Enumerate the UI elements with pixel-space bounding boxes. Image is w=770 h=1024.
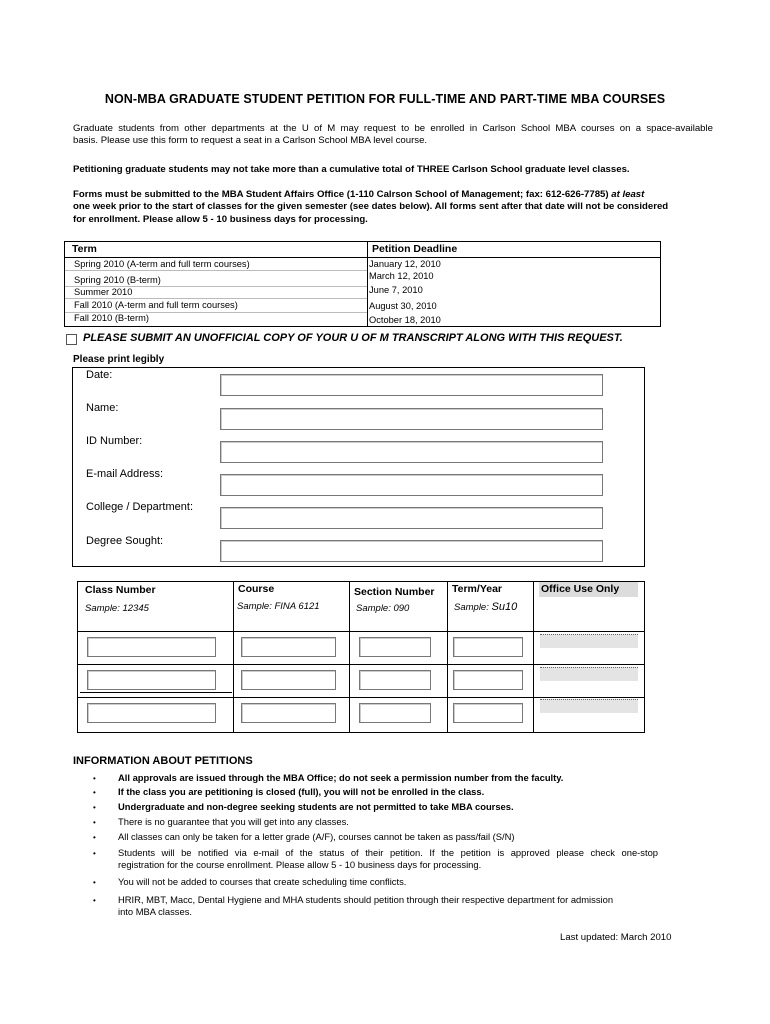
submission-line-3: for enrollment. Please allow 5 - 10 business days for processing. bbox=[73, 213, 368, 225]
intro-paragraph bbox=[73, 123, 713, 148]
term-year-sample-prefix: Sample: bbox=[454, 602, 492, 613]
intro-line-1: Graduate students from other departments at the U of M may request to be enrolled in Carlson School MBA courses on a space-available bbox=[73, 123, 713, 134]
term-row: Fall 2010 (B-term) bbox=[74, 313, 149, 323]
submission-line-2: one week prior to the start of classes for the given semester (see dates below). All forms sent after that date will not be considered bbox=[73, 201, 669, 213]
college-label: College / Department: bbox=[86, 501, 193, 513]
deadline-row: June 7, 2010 bbox=[369, 285, 423, 295]
term-year-sample bbox=[454, 601, 517, 613]
section-number-field[interactable] bbox=[359, 637, 431, 657]
id-number-field[interactable] bbox=[220, 441, 603, 463]
id-label: ID Number: bbox=[86, 435, 143, 447]
intro-line-2: basis. Please use this form to request a seat in a Carlson School MBA level course. bbox=[73, 135, 428, 147]
section-number-header: Section Number bbox=[354, 586, 435, 598]
course-field[interactable] bbox=[241, 637, 336, 657]
office-use-cell bbox=[540, 699, 638, 713]
info-item: All classes can only be taken for a letter grade (A/F), courses cannot be taken as pass/fail (S/N) bbox=[118, 831, 515, 842]
table-underline bbox=[80, 692, 232, 693]
college-field[interactable] bbox=[220, 507, 603, 529]
term-row: Spring 2010 (B-term) bbox=[74, 275, 161, 285]
bullet-icon: • bbox=[93, 774, 96, 783]
form-title: NON-MBA GRADUATE STUDENT PETITION FOR FULL-TIME AND PART-TIME MBA COURSES bbox=[104, 92, 666, 106]
term-row: Fall 2010 (A-term and full term courses) bbox=[74, 300, 238, 310]
office-use-cell bbox=[540, 667, 638, 681]
info-item-continued: registration for the course enrollment. Please allow 5 - 10 business days for processing. bbox=[118, 859, 482, 870]
term-row: Spring 2010 (A-term and full term courses) bbox=[74, 259, 250, 269]
info-item-continued: into MBA classes. bbox=[118, 906, 192, 917]
submission-paragraph bbox=[73, 189, 713, 226]
course-sample: Sample: FINA 6121 bbox=[237, 601, 320, 612]
course-field[interactable] bbox=[241, 703, 336, 723]
deadline-row: January 12, 2010 bbox=[369, 259, 441, 269]
limit-note: Petitioning graduate students may not take more than a cumulative total of THREE Carlson School graduate level classes. bbox=[73, 164, 630, 175]
term-year-header: Term/Year bbox=[452, 583, 503, 595]
bullet-icon: • bbox=[93, 833, 96, 842]
class-number-field[interactable] bbox=[87, 637, 216, 657]
term-header: Term bbox=[72, 243, 97, 255]
bullet-icon: • bbox=[93, 849, 96, 858]
info-item: Students will be notified via e-mail of the status of their petition. If the petition is approved please check one-stop bbox=[118, 847, 658, 858]
info-item: You will not be added to courses that create scheduling time conflicts. bbox=[118, 876, 407, 887]
bullet-icon: • bbox=[93, 788, 96, 797]
office-use-header: Office Use Only bbox=[541, 583, 620, 595]
bullet-icon: • bbox=[93, 896, 96, 905]
term-row: Summer 2010 bbox=[74, 287, 133, 297]
office-use-cell bbox=[540, 634, 638, 648]
submission-at-least: at least bbox=[608, 189, 645, 200]
bullet-icon: • bbox=[93, 803, 96, 812]
bullet-icon: • bbox=[93, 878, 96, 887]
deadline-table bbox=[64, 241, 661, 327]
course-header: Course bbox=[238, 583, 275, 595]
deadline-row: October 18, 2010 bbox=[369, 315, 441, 325]
class-number-header: Class Number bbox=[85, 584, 156, 596]
transcript-checkbox[interactable] bbox=[66, 334, 77, 345]
course-field[interactable] bbox=[241, 670, 336, 690]
class-number-field[interactable] bbox=[87, 703, 216, 723]
email-label: E-mail Address: bbox=[86, 468, 164, 480]
class-request-table bbox=[77, 581, 645, 733]
date-field[interactable] bbox=[220, 374, 603, 396]
class-number-sample: Sample: 12345 bbox=[85, 603, 149, 614]
term-year-field[interactable] bbox=[453, 703, 523, 723]
degree-label: Degree Sought: bbox=[86, 535, 164, 547]
deadline-header: Petition Deadline bbox=[372, 243, 458, 255]
name-label: Name: bbox=[86, 402, 119, 414]
bullet-icon: • bbox=[93, 818, 96, 827]
last-updated: Last updated: March 2010 bbox=[560, 932, 672, 943]
section-number-field[interactable] bbox=[359, 703, 431, 723]
name-field[interactable] bbox=[220, 408, 603, 430]
info-item: If the class you are petitioning is closed (full), you will not be enrolled in the class. bbox=[118, 786, 485, 797]
petition-info-title: INFORMATION ABOUT PETITIONS bbox=[73, 755, 253, 767]
degree-field[interactable] bbox=[220, 540, 603, 562]
term-year-field[interactable] bbox=[453, 637, 523, 657]
submission-line-1: Forms must be submitted to the MBA Student Affairs Office (1-110 Calrson School of Management; fax: 612-626-7785) bbox=[73, 189, 609, 200]
deadline-row: August 30, 2010 bbox=[369, 301, 437, 311]
section-number-sample: Sample: 090 bbox=[356, 603, 410, 614]
info-item: HRIR, MBT, Macc, Dental Hygiene and MHA students should petition through their respective department for admission bbox=[118, 894, 614, 905]
transcript-notice: PLEASE SUBMIT AN UNOFFICIAL COPY OF YOUR U OF M TRANSCRIPT ALONG WITH THIS REQUEST. bbox=[83, 332, 623, 344]
section-number-field[interactable] bbox=[359, 670, 431, 690]
term-year-sample-value: Su10 bbox=[491, 601, 518, 613]
date-label: Date: bbox=[86, 369, 113, 381]
email-field[interactable] bbox=[220, 474, 603, 496]
deadline-row: March 12, 2010 bbox=[369, 271, 434, 281]
info-item: There is no guarantee that you will get into any classes. bbox=[118, 816, 349, 827]
class-number-field[interactable] bbox=[87, 670, 216, 690]
student-info-box bbox=[72, 367, 645, 567]
print-legibly-label: Please print legibly bbox=[73, 354, 165, 365]
info-item: Undergraduate and non-degree seeking students are not permitted to take MBA courses. bbox=[118, 801, 514, 812]
term-year-field[interactable] bbox=[453, 670, 523, 690]
info-item: All approvals are issued through the MBA Office; do not seek a permission number from the faculty. bbox=[118, 772, 564, 783]
